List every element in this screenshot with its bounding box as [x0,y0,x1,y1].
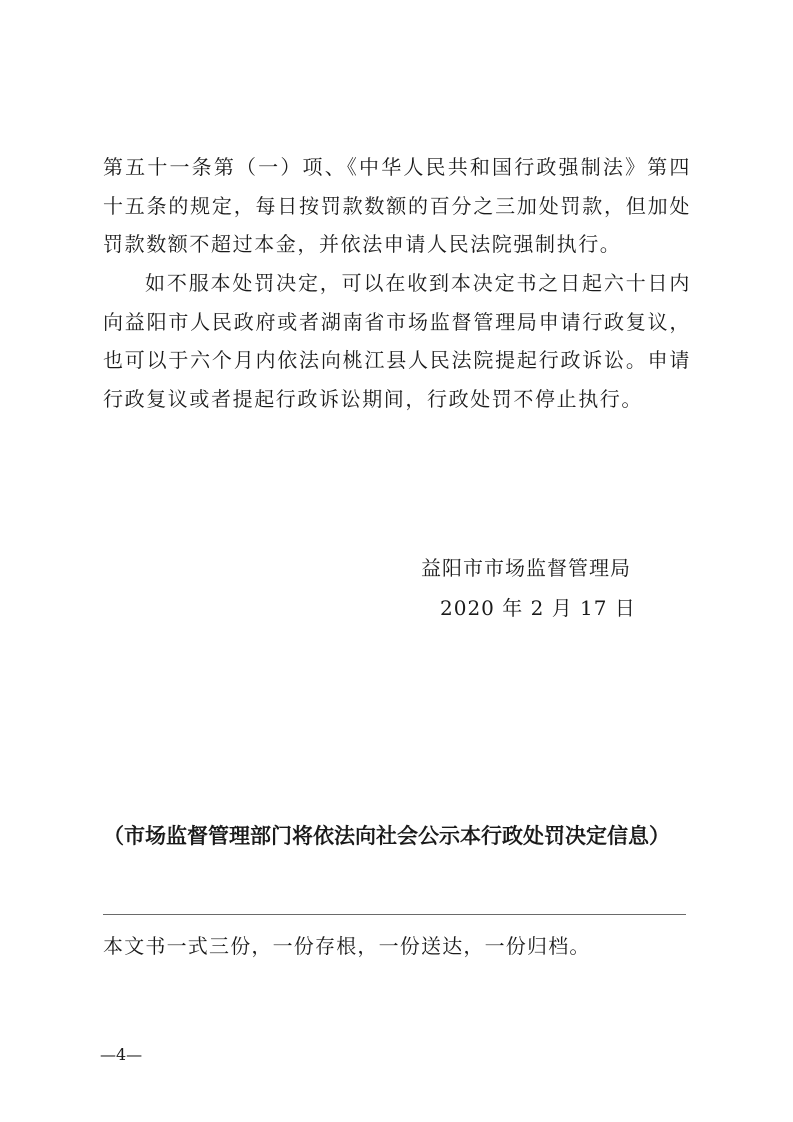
public-disclosure-notice: （市场监督管理部门将依法向社会公示本行政处罚决定信息） [103,824,670,848]
body-paragraph-appeal-rights: 如不服本处罚决定，可以在收到本决定书之日起六十日内向益阳市人民政府或者湖南省市场监督管理局申请行政复议，也可以于六个月内依法向桃江县人民法院提起行政诉讼。申请行政复议或者提起行政诉讼期间，行政处罚不停止执行。 [103,271,691,411]
page-number: —4— [100,1045,143,1064]
copies-note: 本文书一式三份，一份存根，一份送达，一份归档。 [103,934,591,958]
signature-date: 2020 年 2 月 17 日 [440,596,636,620]
divider-line [103,914,686,915]
signature-organization: 益阳市市场监督管理局 [421,556,631,580]
body-paragraph-continued: 第五十一条第（一）项、《中华人民共和国行政强制法》第四十五条的规定，每日按罚款数额的百分之三加处罚款，但加处罚款数额不超过本金，并依法申请人民法院强制执行。 [103,155,691,256]
